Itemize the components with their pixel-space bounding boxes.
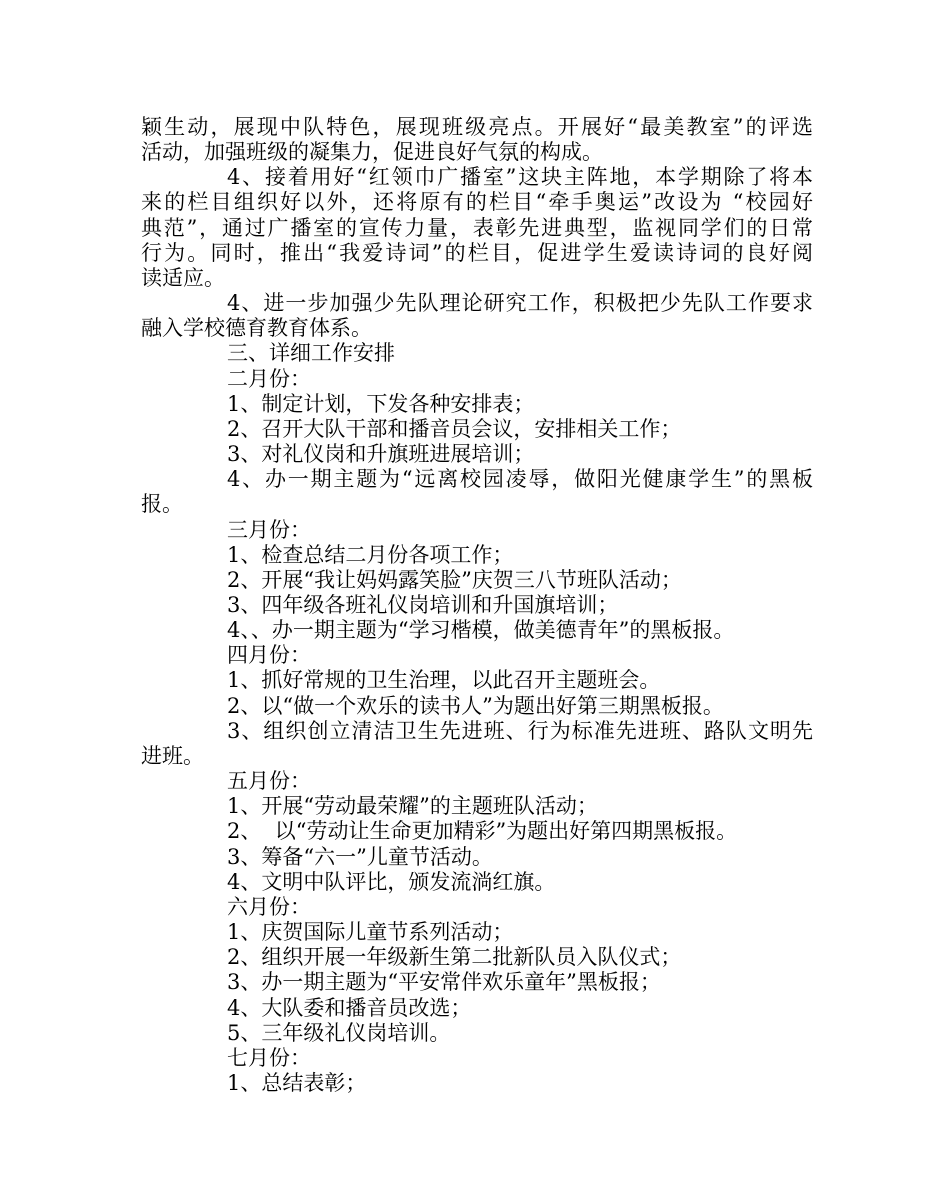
- list-item: 1、总结表彰；: [227, 1071, 367, 1095]
- month-heading: 二月份：: [227, 367, 311, 391]
- list-item: 1、制定计划，下发各种安排表；: [227, 392, 535, 416]
- list-item: 4、大队委和播音员改选；: [227, 996, 472, 1020]
- list-item: 2、组织开展一年级新生第二批新队员入队仪式；: [227, 945, 682, 969]
- list-item: 3、四年级各班礼仪岗培训和升国旗培训；: [227, 593, 619, 617]
- list-item: 3、组织创立清洁卫生先进班、行为标准先进班、路队文明先: [227, 719, 813, 743]
- text-line: 融入学校德育教育体系。: [141, 316, 372, 340]
- list-item: 4、办一期主题为“远离校园凌辱，做阳光健康学生”的黑板: [227, 467, 813, 491]
- section-heading: 三、详细工作安排: [227, 341, 395, 365]
- list-item: 1、抓好常规的卫生治理，以此召开主题班会。: [227, 668, 661, 692]
- text-line: 读适应。: [141, 266, 225, 290]
- list-item: 5、三年级礼仪岗培训。: [227, 1021, 451, 1045]
- list-item: 3、办一期主题为“平安常伴欢乐童年”黑板报；: [227, 970, 661, 994]
- month-heading: 六月份：: [227, 895, 311, 919]
- list-item: 2、 以“劳动让生命更加精彩”为题出好第四期黑板报。: [227, 819, 738, 843]
- list-item: 3、对礼仪岗和升旗班进展培训；: [227, 442, 535, 466]
- list-item: 3、筹备“六一”儿童节活动。: [227, 845, 493, 869]
- list-item: 4、文明中队评比，颁发流淌红旗。: [227, 870, 556, 894]
- text-line: 报。: [141, 492, 183, 516]
- text-line: 4、接着用好“红领巾广播室”这块主阵地，本学期除了将本: [227, 165, 813, 189]
- text-line: 4、进一步加强少先队理论研究工作，积极把少先队工作要求: [227, 291, 813, 315]
- month-heading: 七月份：: [227, 1046, 311, 1070]
- text-line: 进班。: [141, 744, 204, 768]
- list-item: 1、庆贺国际儿童节系列活动；: [227, 920, 514, 944]
- text-line: 来的栏目组织好以外，还将原有的栏目“牵手奥运”改设为 “校园好: [141, 190, 813, 214]
- list-item: 2、开展“我让妈妈露笑脸”庆贺三八节班队活动；: [227, 568, 682, 592]
- text-line: 行为。同时，推出“我爱诗词”的栏目，促进学生爱读诗词的良好阅: [141, 241, 813, 265]
- month-heading: 三月份：: [227, 518, 311, 542]
- list-item: 1、开展“劳动最荣耀”的主题班队活动；: [227, 794, 598, 818]
- text-line: 典范”，通过广播室的宣传力量，表彰先进典型，监视同学们的日常: [141, 216, 813, 240]
- month-heading: 五月份：: [227, 769, 311, 793]
- list-item: 2、以“做一个欢乐的读书人”为题出好第三期黑板报。: [227, 694, 724, 718]
- text-line: 活动，加强班级的凝集力，促进良好气氛的构成。: [141, 140, 603, 164]
- text-line: 颖生动，展现中队特色，展现班级亮点。开展好“最美教室”的评选: [141, 115, 813, 139]
- list-item: 1、检查总结二月份各项工作；: [227, 543, 514, 567]
- list-item: 2、召开大队干部和播音员会议，安排相关工作；: [227, 417, 682, 441]
- list-item: 4、、办一期主题为“学习楷模，做美德青年”的黑板报。: [227, 618, 735, 642]
- month-heading: 四月份：: [227, 643, 311, 667]
